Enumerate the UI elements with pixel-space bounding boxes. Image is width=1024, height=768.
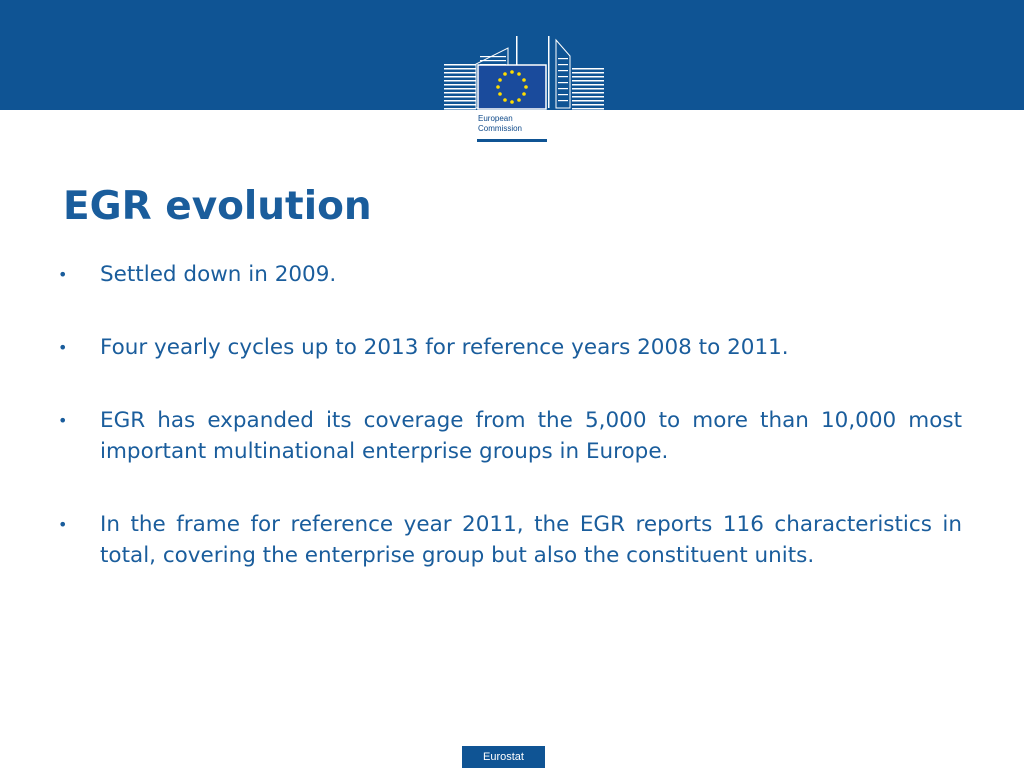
logo-line-2: Commission — [478, 124, 523, 133]
logo-underline — [477, 139, 547, 142]
bullet-item — [58, 405, 962, 467]
logo-line-1: European — [478, 114, 513, 123]
bullet-list — [58, 259, 962, 571]
logo-wordmark — [478, 114, 558, 134]
bullet-point-icon: • — [58, 338, 68, 357]
bullet-point-icon: • — [58, 515, 68, 534]
bullet-point-icon: • — [58, 411, 68, 430]
bullet-point-icon: • — [58, 265, 68, 284]
bullet-item — [58, 259, 962, 290]
slide-title: EGR evolution — [63, 184, 372, 229]
footer-eurostat-tab: Eurostat — [462, 746, 545, 768]
eu-flag-icon — [478, 65, 546, 109]
bullet-text: In the frame for reference year 2011, the EGR reports 116 characteristics in total, covering the enterprise group but also the constituent units. — [100, 512, 962, 568]
bullet-text: EGR has expanded its coverage from the 5,000 to more than 10,000 most important multinational enterprise groups in Europe. — [100, 408, 962, 464]
bullet-text: Four yearly cycles up to 2013 for reference years 2008 to 2011. — [100, 335, 789, 360]
bullet-text: Settled down in 2009. — [100, 262, 337, 287]
european-commission-logo — [444, 34, 604, 144]
berlaymont-building-icon — [444, 34, 604, 114]
bullet-item — [58, 509, 962, 571]
bullet-item — [58, 332, 962, 363]
